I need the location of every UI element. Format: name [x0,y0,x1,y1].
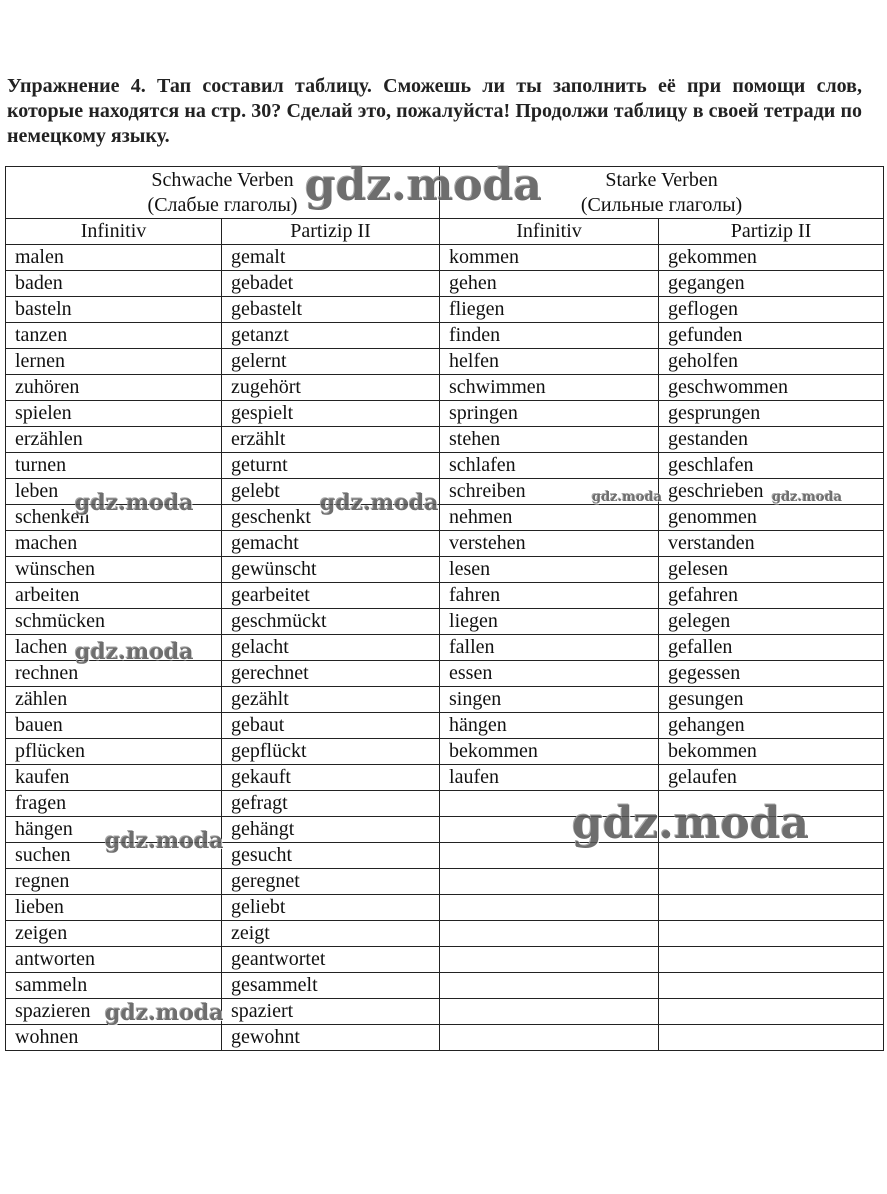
strong-infinitive-cell: fahren [440,583,659,609]
table-row [6,765,884,791]
strong-partizip-cell [659,843,884,869]
table-row [6,583,884,609]
strong-partizip-cell [659,895,884,921]
strong-infinitive-cell: helfen [440,349,659,375]
weak-infinitive-cell: turnen [6,453,222,479]
table-row [6,817,884,843]
weak-infinitive-cell: kaufen [6,765,222,791]
weak-infinitive-cell: malen [6,245,222,271]
table-row [6,245,884,271]
weak-partizip-cell: gemalt [222,245,440,271]
column-header: Partizip II [659,219,884,245]
column-header: Infinitiv [6,219,222,245]
strong-verbs-subtitle: (Сильные глаголы) [580,193,743,216]
strong-partizip-cell [659,973,884,999]
weak-infinitive-cell: spazieren [6,999,222,1025]
weak-infinitive-cell: baden [6,271,222,297]
weak-partizip-cell: erzählt [222,427,440,453]
table-row [6,895,884,921]
strong-infinitive-cell [440,895,659,921]
watermark: gdz.moda [105,828,224,854]
strong-infinitive-cell [440,791,659,817]
strong-infinitive-cell: stehen [440,427,659,453]
weak-partizip-cell: gearbeitet [222,583,440,609]
weak-infinitive-cell: wünschen [6,557,222,583]
strong-infinitive-cell: nehmen [440,505,659,531]
watermark: gdz.moda [772,490,843,505]
weak-partizip-cell: gerechnet [222,661,440,687]
weak-partizip-cell: geregnet [222,869,440,895]
verb-rows [6,245,884,1051]
strong-infinitive-cell: hängen [440,713,659,739]
weak-infinitive-cell: erzählen [6,427,222,453]
weak-verbs-header [6,167,440,219]
watermark: gdz.moda [105,1000,224,1026]
weak-infinitive-cell: bauen [6,713,222,739]
strong-partizip-cell: gegangen [659,271,884,297]
weak-infinitive-cell: zeigen [6,921,222,947]
table-row [6,739,884,765]
strong-partizip-cell: bekommen [659,739,884,765]
strong-infinitive-cell: verstehen [440,531,659,557]
table-row [6,609,884,635]
weak-infinitive-cell: lachen [6,635,222,661]
weak-verbs-title: Schwache Verben [151,168,294,191]
strong-infinitive-cell: schlafen [440,453,659,479]
strong-infinitive-cell: bekommen [440,739,659,765]
exercise-instructions: Упражнение 4. Тап составил таблицу. Сможешь ли ты заполнить её при помощи слов, которые находятся на стр. 30? Сделай это, пожалуйста! Продолжи таблицу в своей тетради по немецкому языку. [7,75,862,147]
strong-partizip-cell: geflogen [659,297,884,323]
strong-infinitive-cell: fallen [440,635,659,661]
table-row [6,557,884,583]
strong-partizip-cell [659,947,884,973]
group-header-row [6,167,884,219]
strong-infinitive-cell: gehen [440,271,659,297]
strong-partizip-cell [659,999,884,1025]
watermark: gdz.moda [305,160,543,211]
strong-partizip-cell [659,817,884,843]
weak-partizip-cell: gehängt [222,817,440,843]
table-row [6,479,884,505]
table-row [6,999,884,1025]
strong-infinitive-cell: singen [440,687,659,713]
weak-infinitive-cell: lernen [6,349,222,375]
table-row [6,375,884,401]
strong-partizip-cell: gesprungen [659,401,884,427]
strong-infinitive-cell [440,947,659,973]
weak-partizip-cell: zugehört [222,375,440,401]
strong-infinitive-cell [440,999,659,1025]
weak-partizip-cell: gelebt [222,479,440,505]
strong-partizip-cell: gegessen [659,661,884,687]
strong-partizip-cell: geholfen [659,349,884,375]
strong-partizip-cell: genommen [659,505,884,531]
weak-infinitive-cell: arbeiten [6,583,222,609]
weak-infinitive-cell: sammeln [6,973,222,999]
table-row [6,687,884,713]
strong-infinitive-cell: laufen [440,765,659,791]
weak-infinitive-cell: hängen [6,817,222,843]
weak-infinitive-cell: rechnen [6,661,222,687]
strong-partizip-cell: gekommen [659,245,884,271]
strong-infinitive-cell [440,921,659,947]
weak-partizip-cell: gezählt [222,687,440,713]
weak-partizip-cell: gelernt [222,349,440,375]
strong-infinitive-cell: schwimmen [440,375,659,401]
weak-infinitive-cell: tanzen [6,323,222,349]
strong-infinitive-cell: fliegen [440,297,659,323]
weak-partizip-cell: gebaut [222,713,440,739]
weak-partizip-cell: gespielt [222,401,440,427]
weak-partizip-cell: gepflückt [222,739,440,765]
weak-infinitive-cell: suchen [6,843,222,869]
weak-infinitive-cell: regnen [6,869,222,895]
table-row [6,635,884,661]
weak-infinitive-cell: schmücken [6,609,222,635]
weak-partizip-cell: geantwortet [222,947,440,973]
watermark: gdz.moda [75,490,194,516]
table-row [6,791,884,817]
column-header-row [6,219,884,245]
weak-infinitive-cell: spielen [6,401,222,427]
strong-infinitive-cell [440,869,659,895]
strong-partizip-cell: gefunden [659,323,884,349]
weak-verbs-subtitle: (Слабые глаголы) [147,193,298,216]
strong-infinitive-cell [440,817,659,843]
strong-partizip-cell: geschlafen [659,453,884,479]
weak-infinitive-cell: zählen [6,687,222,713]
weak-infinitive-cell: wohnen [6,1025,222,1051]
strong-partizip-cell: gefallen [659,635,884,661]
weak-partizip-cell: gesammelt [222,973,440,999]
weak-partizip-cell: gelacht [222,635,440,661]
strong-verbs-title: Starke Verben [605,168,718,191]
column-header: Partizip II [222,219,440,245]
strong-partizip-cell: gelegen [659,609,884,635]
weak-infinitive-cell: schenken [6,505,222,531]
weak-partizip-cell: spaziert [222,999,440,1025]
strong-infinitive-cell: essen [440,661,659,687]
table-row [6,1025,884,1051]
table-row [6,973,884,999]
weak-infinitive-cell: machen [6,531,222,557]
strong-infinitive-cell [440,843,659,869]
weak-partizip-cell: gebadet [222,271,440,297]
weak-partizip-cell: gefragt [222,791,440,817]
strong-partizip-cell [659,1025,884,1051]
weak-infinitive-cell: leben [6,479,222,505]
table-row [6,349,884,375]
weak-infinitive-cell: basteln [6,297,222,323]
strong-verbs-header [440,167,884,219]
column-header: Infinitiv [440,219,659,245]
weak-infinitive-cell: lieben [6,895,222,921]
strong-infinitive-cell [440,1025,659,1051]
strong-partizip-cell: verstanden [659,531,884,557]
strong-partizip-cell: gehangen [659,713,884,739]
strong-partizip-cell [659,791,884,817]
table-row [6,401,884,427]
table-row [6,843,884,869]
strong-infinitive-cell [440,973,659,999]
strong-partizip-cell: gesungen [659,687,884,713]
strong-infinitive-cell: kommen [440,245,659,271]
table-row [6,661,884,687]
strong-partizip-cell [659,921,884,947]
table-row [6,921,884,947]
strong-infinitive-cell: springen [440,401,659,427]
strong-partizip-cell: gelesen [659,557,884,583]
weak-partizip-cell: zeigt [222,921,440,947]
strong-infinitive-cell: liegen [440,609,659,635]
weak-partizip-cell: gekauft [222,765,440,791]
strong-infinitive-cell: finden [440,323,659,349]
table-row [6,297,884,323]
strong-partizip-cell [659,869,884,895]
watermark: gdz.moda [320,490,439,516]
strong-partizip-cell: gestanden [659,427,884,453]
watermark: gdz.moda [75,639,194,665]
weak-partizip-cell: getanzt [222,323,440,349]
weak-partizip-cell: geliebt [222,895,440,921]
table-row [6,505,884,531]
table-row [6,323,884,349]
strong-infinitive-cell: lesen [440,557,659,583]
table-row [6,531,884,557]
weak-partizip-cell: gewohnt [222,1025,440,1051]
weak-partizip-cell: geturnt [222,453,440,479]
strong-infinitive-cell: schreiben [440,479,659,505]
weak-infinitive-cell: fragen [6,791,222,817]
table-row [6,947,884,973]
watermark: gdz.moda [592,490,663,505]
weak-infinitive-cell: pflücken [6,739,222,765]
strong-partizip-cell: gefahren [659,583,884,609]
verbs-table [5,166,884,1051]
strong-partizip-cell: geschrieben [659,479,884,505]
weak-partizip-cell: geschenkt [222,505,440,531]
weak-partizip-cell: gemacht [222,531,440,557]
table-row [6,427,884,453]
table-row [6,869,884,895]
weak-infinitive-cell: antworten [6,947,222,973]
weak-partizip-cell: geschmückt [222,609,440,635]
table-row [6,453,884,479]
weak-partizip-cell: gebastelt [222,297,440,323]
weak-infinitive-cell: zuhören [6,375,222,401]
weak-partizip-cell: gewünscht [222,557,440,583]
strong-partizip-cell: gelaufen [659,765,884,791]
strong-partizip-cell: geschwommen [659,375,884,401]
table-row [6,271,884,297]
watermark: gdz.moda [572,798,810,849]
table-row [6,713,884,739]
weak-partizip-cell: gesucht [222,843,440,869]
